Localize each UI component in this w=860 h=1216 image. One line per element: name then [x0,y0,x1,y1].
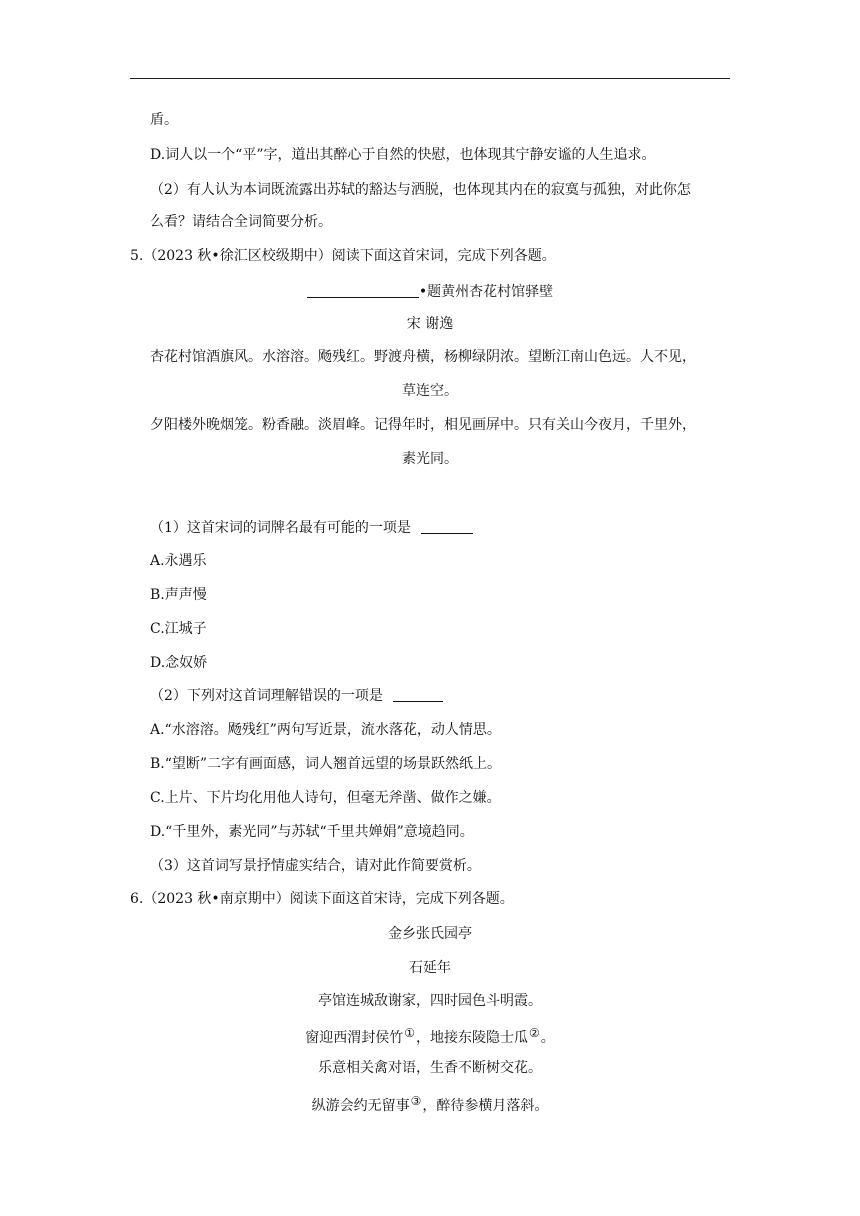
q5-stanza2-line1: 夕阳楼外晚烟笼。粉香融。淡眉峰。记得年时，相见画屏中。只有关山今夜月，千里外， [150,417,696,433]
q5-title-text: •题黄州杏花村馆驿壁 [418,284,554,300]
q6-poem-line4-part2: ，醉待参横月落斜。 [422,1098,549,1114]
q5-sub2-option-d: D.“千里外，素光同”与苏轼“千里共婵娟”意境趋同。 [150,824,474,840]
q6-poem-line1: 亭馆连城敌谢家，四时园色斗明霞。 [318,993,542,1009]
q6-author: 石延年 [409,960,451,976]
q5-header: 5.（2023 秋•徐汇区校级期中）阅读下面这首宋词，完成下列各题。 [130,248,556,264]
q5-sub2-option-b: B.“望断”二字有画面感，词人翘首远望的场景跃然纸上。 [150,756,502,772]
q6-title: 金乡张氏园亭 [388,926,472,942]
q6-poem-line2-part3: 。 [540,1030,555,1046]
q6-poem-line4 [130,1091,730,1116]
q5-title [130,282,730,302]
q5-sub2-answer-blank[interactable] [393,687,443,702]
q6-poem-line2-part2: ，地接东陵隐士瓜 [416,1030,528,1046]
q6-poem-line2 [130,1023,730,1048]
q5-sub1-option-c: C.江城子 [150,621,207,637]
q6-header: 6.（2023 秋•南京期中）阅读下面这首宋诗，完成下列各题。 [130,891,514,907]
q6-poem-line4-part1: 纵游会约无留事 [311,1098,410,1114]
q6-poem-line3: 乐意相关禽对语，生香不断树交花。 [318,1060,542,1076]
q5-sub1-answer-blank[interactable] [421,519,473,534]
q6-poem-line2-part1: 窗迎西渭封侯竹 [305,1030,404,1046]
footnote-marker-3: ③ [410,1094,422,1108]
q5-stanza2-line2: 素光同。 [402,451,458,467]
prev-q2-line2: 么看？请结合全词简要分析。 [150,214,332,230]
q5-title-blank[interactable] [307,283,419,298]
q5-author: 宋 谢逸 [406,316,454,332]
footnote-marker-2: ② [529,1026,540,1040]
prev-option-d: D.词人以一个“平”字，道出其醉心于自然的快慰，也体现其宁静安谧的人生追求。 [150,147,656,163]
q5-sub2-option-a: A.“水溶溶。飏残红”两句写近景，流水落花，动人情思。 [150,722,501,738]
q5-sub1-option-b: B.声声慢 [150,587,207,603]
header-rule [130,78,730,79]
q5-sub1-prompt-text: （1）这首宋词的词牌名最有可能的一项是 [150,520,411,536]
q5-sub3-prompt: （3）这首词写景抒情虚实结合，请对此作简要赏析。 [150,858,481,874]
footnote-marker-1: ① [404,1026,415,1040]
prev-q2-line1: （2）有人认为本词既流露出苏轼的豁达与洒脱，也体现其内在的寂寞与孤独，对此你怎 [150,182,691,198]
q5-sub1-prompt [150,518,473,538]
q5-sub1-option-a: A.永遇乐 [150,553,207,569]
prev-continuation: 盾。 [150,112,178,128]
q5-sub2-prompt [150,686,443,706]
q5-sub1-option-d: D.念奴娇 [150,655,208,671]
q5-sub2-option-c: C.上片、下片均化用他人诗句，但毫无斧凿、做作之嫌。 [150,790,501,806]
q5-stanza1-line1: 杏花村馆酒旗风。水溶溶。飏残红。野渡舟横，杨柳绿阴浓。望断江南山色远。人不见， [150,349,696,365]
q5-stanza1-line2: 草连空。 [402,383,458,399]
q5-sub2-prompt-text: （2）下列对这首词理解错误的一项是 [150,688,383,704]
